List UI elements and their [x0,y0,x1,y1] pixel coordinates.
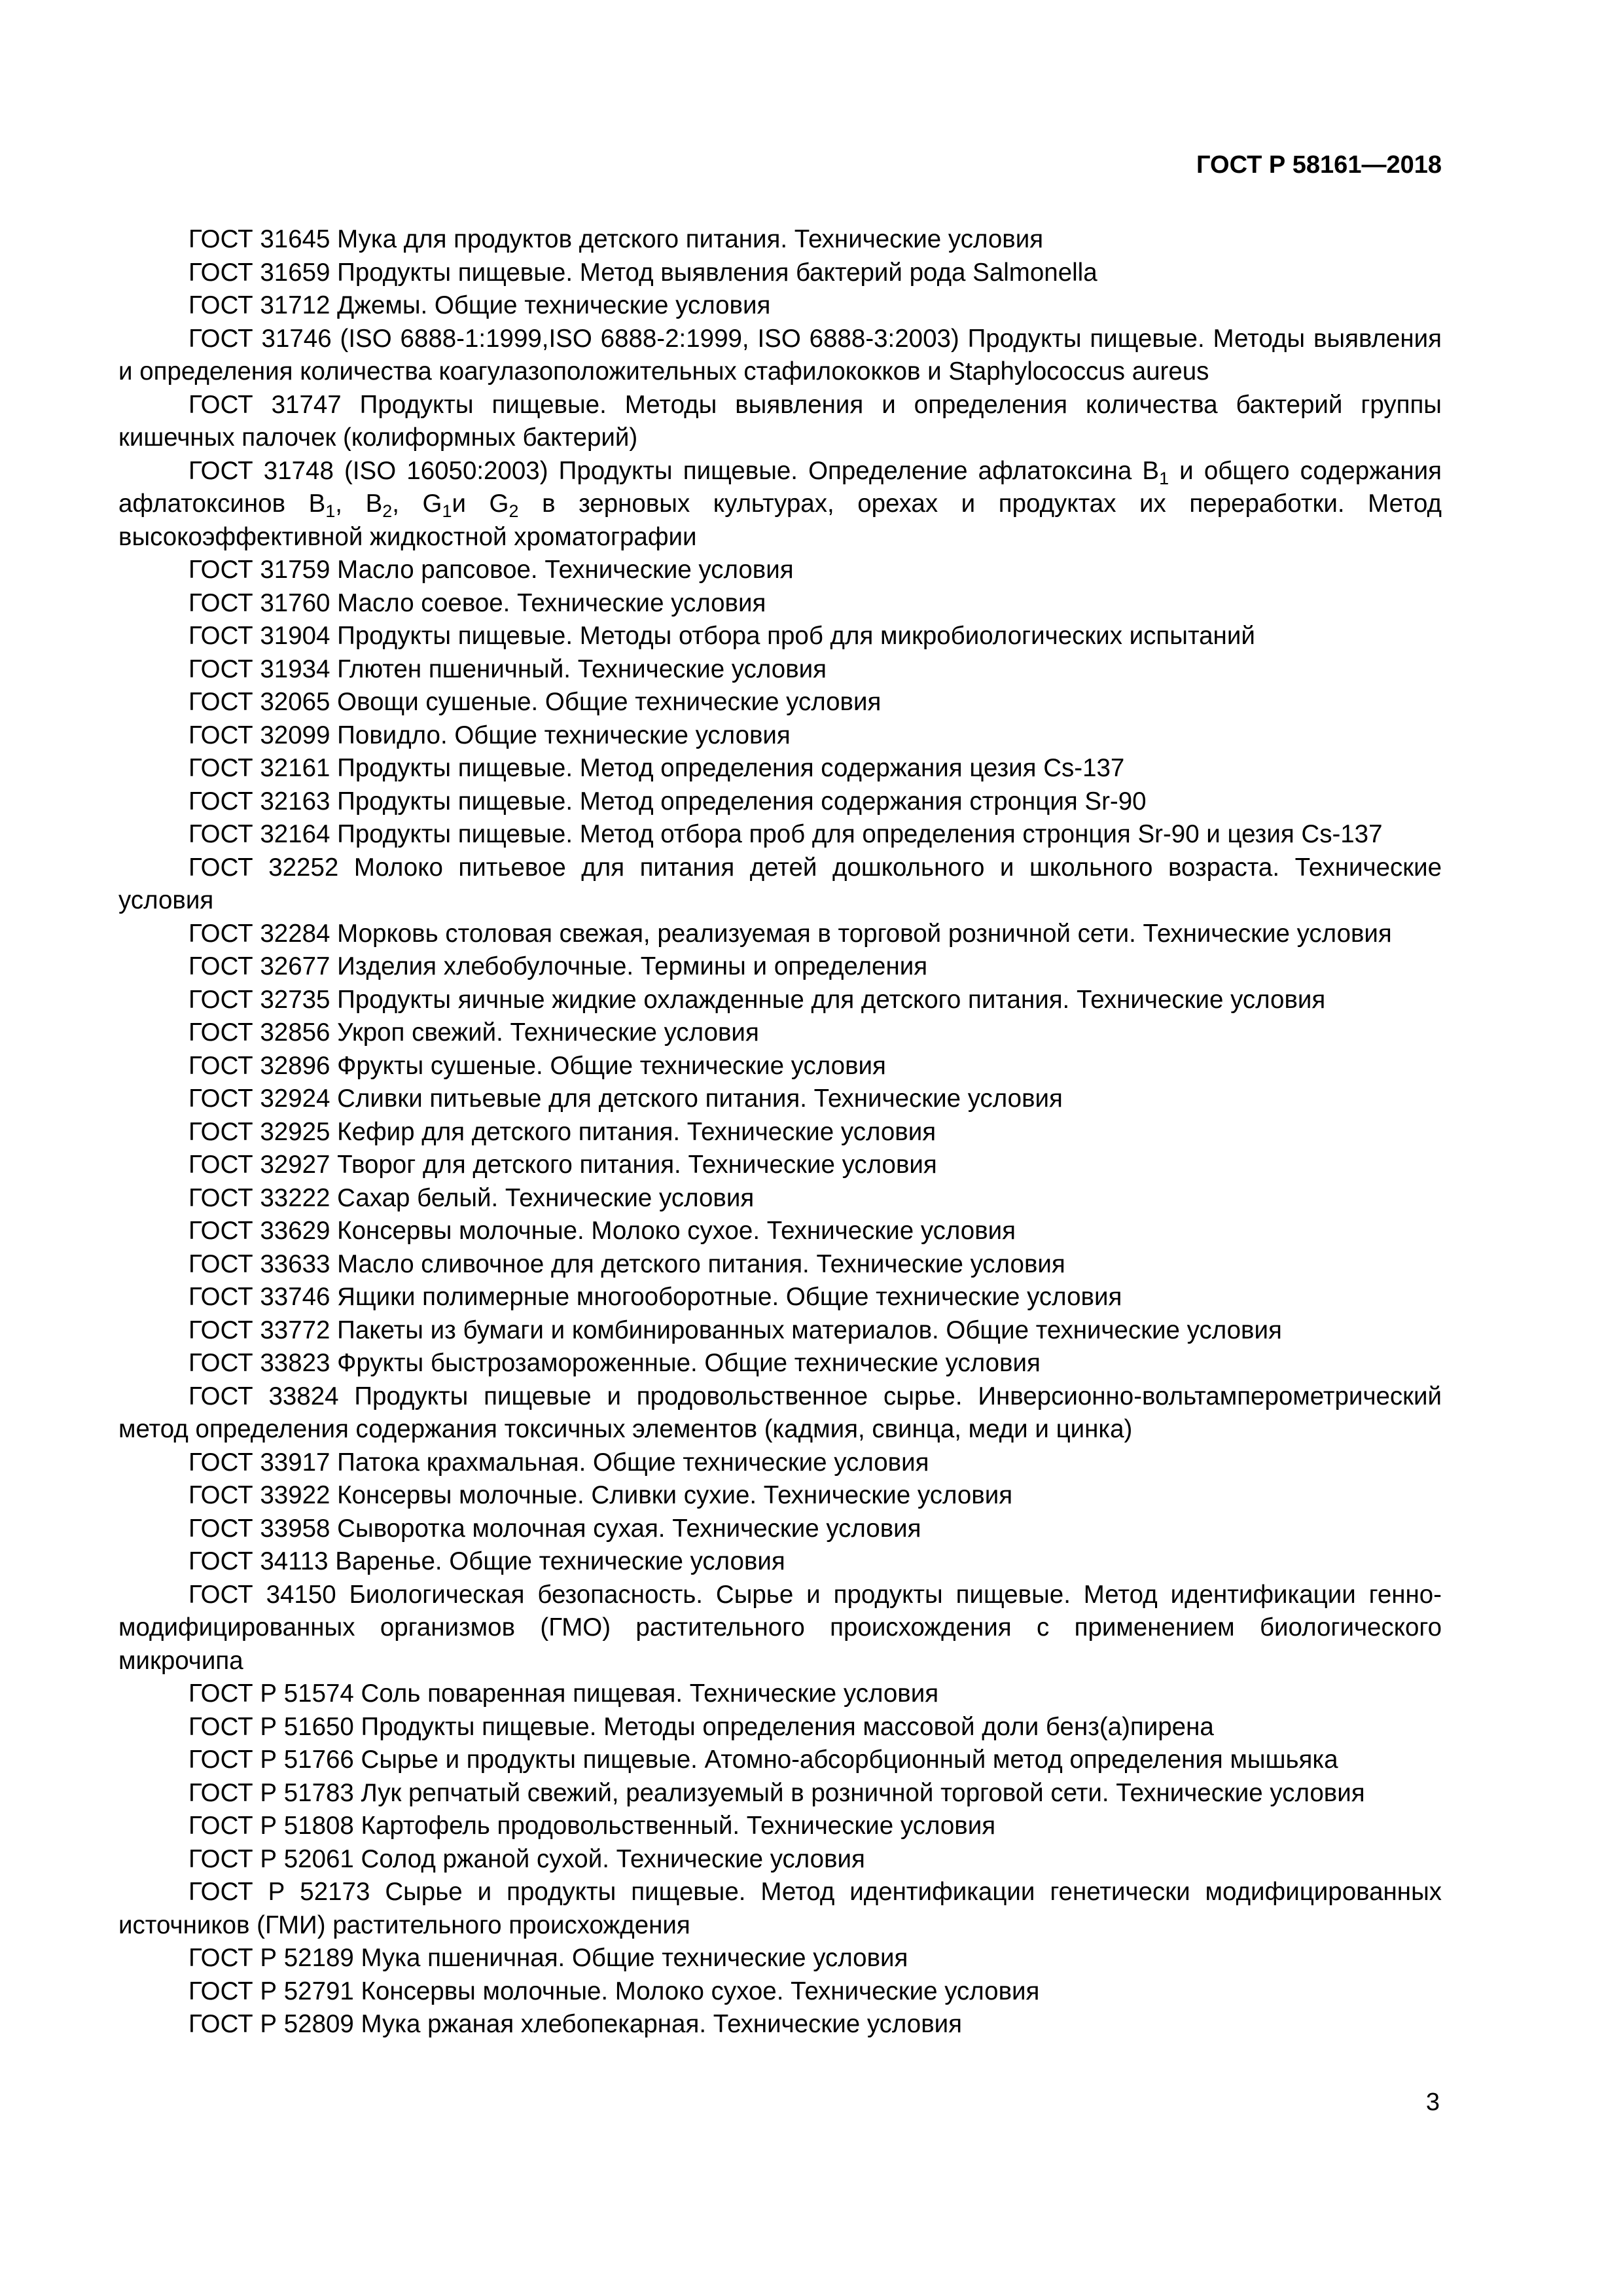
reference-code: ГОСТ 32856 [188,1018,330,1047]
reference-code: ГОСТ 34150 [188,1580,336,1609]
reference-title: Сырье и продукты пищевые. Метод идентификации генетически модифицированных источников (ГМИ) растительного происхождения [118,1878,1442,1939]
reference-code: ГОСТ Р 51783 [188,1778,354,1807]
reference-code: ГОСТ Р 52791 [188,1977,354,2005]
reference-title: Морковь столовая свежая, реализуемая в торговой розничной сети. Технические условия [337,919,1392,948]
reference-entry [118,1479,1442,1513]
reference-title: (ISO 6888-1:1999,ISO 6888-2:1999, ISO 6888-3:2003) Продукты пищевые. Методы выявления и определения количества коагулазоположительных стафилококков и Staphylococcus aureus [118,324,1442,386]
reference-code: ГОСТ 34113 [188,1547,329,1575]
reference-title: Укроп свежий. Технические условия [337,1018,759,1047]
reference-entry [118,1876,1442,1942]
reference-title: Продукты пищевые. Метод определения содержания цезия Cs-137 [337,754,1125,782]
reference-entry [118,1083,1442,1116]
reference-entry [118,686,1442,719]
reference-code: ГОСТ 33917 [188,1448,330,1477]
reference-code: ГОСТ 33824 [188,1382,339,1410]
reference-entry [118,1215,1442,1248]
reference-code: ГОСТ 33746 [188,1283,330,1311]
reference-title: Консервы молочные. Молоко сухое. Технические условия [337,1217,1016,1245]
reference-code: ГОСТ 31760 [188,588,330,617]
reference-code: ГОСТ 31712 [188,291,330,319]
reference-title: Сыворотка молочная сухая. Технические условия [337,1514,921,1543]
reference-title: Сахар белый. Технические условия [337,1183,755,1212]
reference-entry [118,1016,1442,1050]
reference-entry [118,1579,1442,1678]
reference-title: Пакеты из бумаги и комбинированных материалов. Общие технические условия [337,1316,1282,1344]
reference-entry [118,289,1442,323]
reference-code: ГОСТ 32252 [188,853,339,882]
reference-title: Патока крахмальная. Общие технические условия [337,1448,929,1477]
reference-code: ГОСТ 31645 [188,225,330,253]
reference-entry [118,1711,1442,1744]
reference-title: Масло соевое. Технические условия [337,588,766,617]
reference-entry [118,1314,1442,1348]
reference-code: ГОСТ 32099 [188,721,330,749]
reference-entry [118,1942,1442,1975]
reference-code: ГОСТ 31904 [188,622,330,650]
reference-title: Консервы молочные. Молоко сухое. Технические условия [361,1977,1040,2005]
reference-title: Кефир для детского питания. Технические условия [337,1117,936,1146]
reference-entry [118,852,1442,918]
reference-entry [118,950,1442,984]
reference-code: ГОСТ 32927 [188,1151,330,1179]
reference-code: ГОСТ 31747 [188,390,342,419]
reference-entry [118,1513,1442,1546]
reference-entry [118,653,1442,687]
reference-code: ГОСТ 31659 [188,258,330,287]
reference-code: ГОСТ Р 51766 [188,1746,354,1774]
document-header: ГОСТ Р 58161—2018 [1196,151,1442,179]
reference-title: Повидло. Общие технические условия [337,721,791,749]
reference-entry [118,1248,1442,1282]
reference-code: ГОСТ 32163 [188,787,330,816]
reference-title: Продукты пищевые. Метод отбора проб для определения стронция Sr-90 и цезия Cs-137 [337,820,1383,848]
reference-title: Мука ржаная хлебопекарная. Технические условия [361,2010,963,2038]
reference-code: ГОСТ 33958 [188,1514,330,1543]
reference-entry [118,1149,1442,1182]
reference-entry [118,984,1442,1017]
reference-code: ГОСТ Р 51808 [188,1812,354,1840]
reference-code: ГОСТ 31759 [188,556,330,584]
reference-entry [118,1182,1442,1215]
reference-entry [118,257,1442,290]
reference-entry [118,1446,1442,1480]
reference-entry [118,752,1442,785]
reference-title: Консервы молочные. Сливки сухие. Технические условия [337,1481,1013,1509]
reference-code: ГОСТ 32065 [188,688,330,716]
reference-title: Продукты пищевые. Метод выявления бактерий рода Salmonella [337,258,1097,287]
reference-code: ГОСТ Р 51574 [188,1679,354,1708]
reference-title: Изделия хлебобулочные. Термины и определения [337,952,928,980]
reference-entry [118,1380,1442,1446]
reference-title: Ящики полимерные многооборотные. Общие технические условия [337,1283,1122,1311]
reference-code: ГОСТ 32677 [188,952,330,980]
reference-title: Варенье. Общие технические условия [335,1547,785,1575]
reference-entry [118,1777,1442,1810]
reference-code: ГОСТ 33922 [188,1481,330,1509]
reference-code: ГОСТ 33629 [188,1217,330,1245]
reference-entry [118,620,1442,653]
reference-entry [118,1347,1442,1380]
reference-entry [118,554,1442,587]
reference-title: Фрукты быстрозамороженные. Общие технические условия [337,1349,1041,1377]
reference-title: Мука для продуктов детского питания. Технические условия [337,225,1044,253]
reference-title: Продукты яичные жидкие охлажденные для детского питания. Технические условия [337,985,1326,1014]
reference-title: Продукты пищевые. Метод определения содержания стронция Sr-90 [337,787,1147,816]
reference-code: ГОСТ Р 52809 [188,2010,354,2038]
reference-title: Глютен пшеничный. Технические условия [337,655,827,683]
reference-title: Биологическая безопасность. Сырье и продукты пищевые. Метод идентификации генно-модифицированных организмов (ГМО) растительного происхождения с применением биологического микрочипа [118,1580,1442,1675]
reference-code: ГОСТ 31746 [188,324,332,353]
reference-title: Картофель продовольственный. Технические условия [361,1812,996,1840]
reference-code: ГОСТ 32164 [188,820,330,848]
reference-entry [118,1281,1442,1314]
reference-entry [118,1810,1442,1843]
reference-title: Джемы. Общие технические условия [337,291,771,319]
reference-title: Продукты пищевые. Методы определения массовой доли бенз(а)пирена [361,1712,1214,1741]
reference-code: ГОСТ 33633 [188,1249,330,1278]
reference-entry [118,2008,1442,2041]
reference-title: Солод ржаной сухой. Технические условия [361,1844,865,1873]
reference-entry [118,785,1442,819]
reference-entry [118,587,1442,620]
reference-title: Молоко питьевое для питания детей дошкольного и школьного возраста. Технические условия [118,853,1442,914]
reference-title: Мука пшеничная. Общие технические условия [361,1944,908,1972]
reference-entry [118,1545,1442,1579]
reference-entry [118,1744,1442,1777]
reference-entry [118,818,1442,852]
reference-title: Продукты пищевые. Методы выявления и определения количества бактерий группы кишечных палочек (колиформных бактерий) [118,390,1442,452]
reference-entry [118,918,1442,951]
reference-code: ГОСТ 32924 [188,1085,330,1113]
reference-code: ГОСТ 33222 [188,1183,330,1212]
reference-code: ГОСТ 31748 [188,456,334,485]
reference-code: ГОСТ 32161 [188,754,330,782]
reference-title: Фрукты сушеные. Общие технические условия [337,1051,886,1080]
reference-title: Продукты пищевые. Методы отбора проб для микробиологических испытаний [337,622,1255,650]
reference-code: ГОСТ Р 52189 [188,1944,354,1972]
reference-title: Лук репчатый свежий, реализуемый в розничной торговой сети. Технические условия [361,1778,1365,1807]
reference-code: ГОСТ 32925 [188,1117,330,1146]
reference-code: ГОСТ 32896 [188,1051,330,1080]
reference-entry [118,1050,1442,1083]
reference-title: Сырье и продукты пищевые. Атомно-абсорбционный метод определения мышьяка [361,1746,1338,1774]
reference-code: ГОСТ 33772 [188,1316,330,1344]
reference-title: Овощи сушеные. Общие технические условия [337,688,882,716]
reference-code: ГОСТ 32735 [188,985,330,1014]
reference-title: Соль поваренная пищевая. Технические условия [361,1679,939,1708]
reference-code: ГОСТ Р 52173 [188,1878,370,1906]
reference-title: (ISO 16050:2003) Продукты пищевые. Определение афлатоксина $B_1$ и общего содержания афлатоксинов $B_1$, $B_2$, $G_1и$ $G_2$ в зерновых культурах, орехах и продуктах их переработки. Метод высокоэффективной жидкостной хроматографии [118,456,1442,551]
reference-entry [118,323,1442,389]
reference-entry [118,1116,1442,1149]
reference-code: ГОСТ 32284 [188,919,330,948]
reference-code: ГОСТ Р 51650 [188,1712,354,1741]
reference-title: Масло сливочное для детского питания. Технические условия [337,1249,1065,1278]
reference-entry [118,223,1442,257]
reference-entry [118,1677,1442,1711]
reference-entry [118,455,1442,554]
normative-references-list [118,223,1442,2041]
reference-entry [118,719,1442,753]
reference-title: Продукты пищевые и продовольственное сырье. Инверсионно-вольтамперометрический метод определения содержания токсичных элементов (кадмия, свинца, меди и цинка) [118,1382,1442,1443]
reference-entry [118,389,1442,455]
reference-title: Творог для детского питания. Технические условия [337,1151,937,1179]
reference-code: ГОСТ 31934 [188,655,330,683]
reference-code: ГОСТ Р 52061 [188,1844,354,1873]
reference-title: Сливки питьевые для детского питания. Технические условия [337,1085,1063,1113]
reference-title: Масло рапсовое. Технические условия [337,556,794,584]
reference-entry [118,1975,1442,2009]
reference-code: ГОСТ 33823 [188,1349,330,1377]
page-number: 3 [1425,2089,1440,2116]
reference-entry [118,1843,1442,1876]
